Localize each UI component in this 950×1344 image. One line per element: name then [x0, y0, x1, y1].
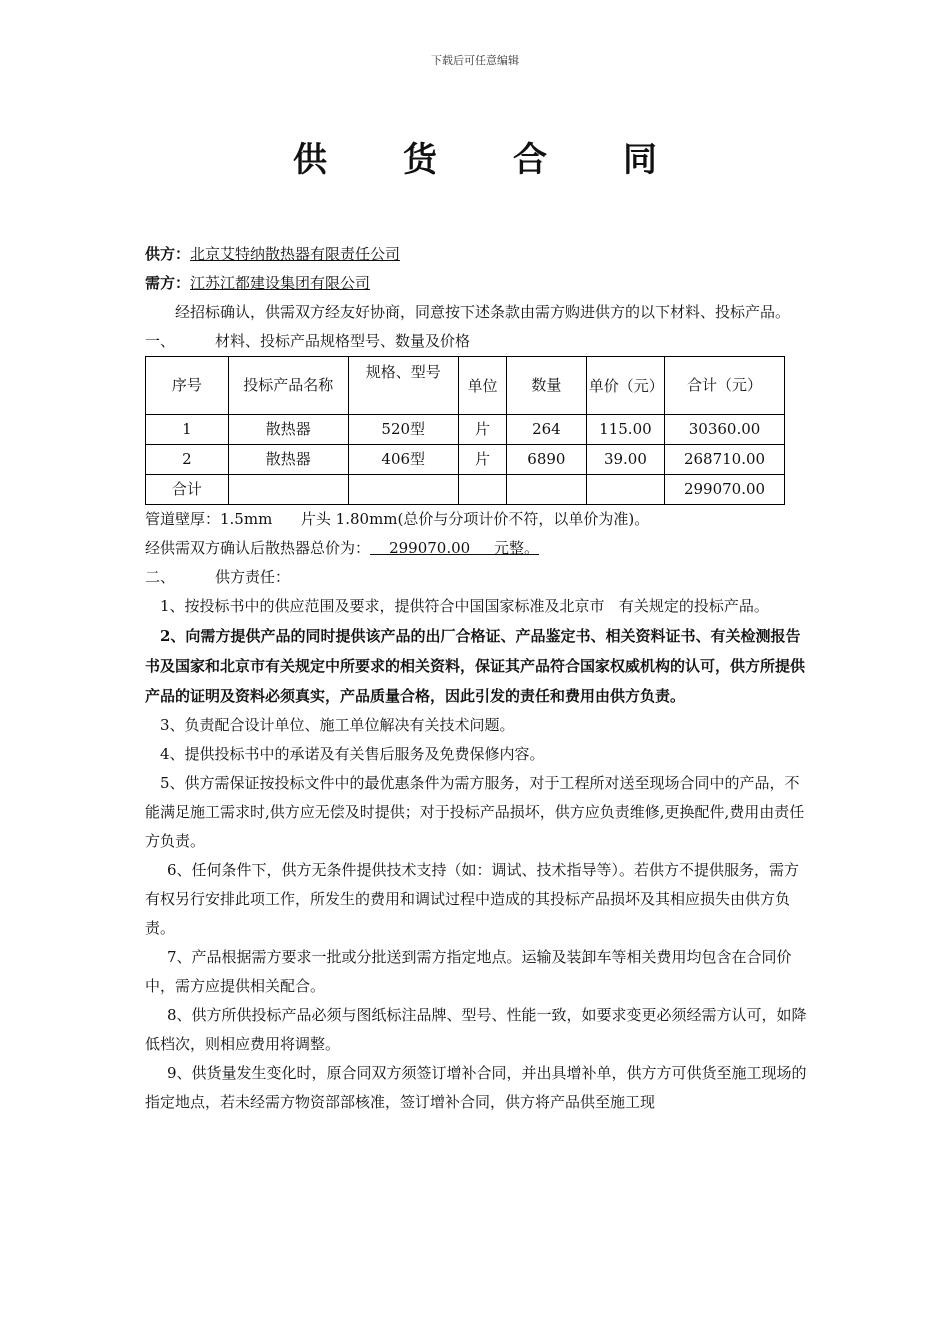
section2-heading	[145, 563, 810, 592]
supplier-name: 北京艾特纳散热器有限责任公司	[190, 245, 401, 263]
clause-item: 3、负责配合设计单位、施工单位解决有关技术问题。	[160, 716, 515, 734]
clause-item: 6、任何条件下，供方无条件提供技术支持（如：调试、技术指导等）。若供方不提供服务，需方有权另行安排此项工作，所发生的费用和调试过程中造成的其投标产品损坏及其相应损失由供方负责。	[145, 861, 800, 937]
supplier-label: 供方：	[145, 245, 191, 263]
title-char: 合	[513, 140, 547, 180]
clause-item-bold: 2、向需方提供产品的同时提供该产品的出厂合格证、产品鉴定书、相关资料证书、有关检测报告书及国家和北京市有关规定中所要求的相关资料，保证其产品符合国家权威机构的认可，供方所提供产品的证明及资料必须真实，产品质量合格，因此引发的责任和费用由供方负责。	[145, 627, 806, 705]
header-note: 下载后可任意编辑	[431, 54, 519, 67]
buyer-line	[145, 269, 810, 298]
empty-cell	[228, 475, 348, 505]
header-cell: 数量	[507, 357, 587, 415]
table-cell: 散热器	[228, 445, 348, 475]
empty-cell	[348, 475, 458, 505]
section1-number: 一、	[145, 332, 176, 350]
clause-item: 7、产品根据需方要求一批或分批送到需方指定地点。运输及装卸车等相关费用均包含在合同价中，需方应提供相关配合。	[145, 948, 792, 995]
buyer-label: 需方：	[145, 274, 191, 292]
table-cell: 散热器	[228, 415, 348, 445]
section1-heading	[145, 327, 810, 356]
table-cell: 30360.00	[665, 415, 785, 445]
title-char: 同	[623, 140, 657, 180]
table-cell: 片	[458, 445, 506, 475]
document-title	[0, 132, 950, 181]
table-cell: 268710.00	[665, 445, 785, 475]
section1-title: 材料、投标产品规格型号、数量及价格	[215, 332, 471, 350]
table-cell: 6890	[507, 445, 587, 475]
section2-title: 供方责任：	[215, 568, 291, 586]
title-char: 供	[293, 140, 327, 180]
table-cell: 520型	[348, 415, 458, 445]
buyer-name: 江苏江都建设集团有限公司	[190, 274, 371, 292]
total-price-prefix: 经供需双方确认后散热器总价为：	[145, 539, 371, 557]
pipe-note: 管道壁厚：1.5mm 片头 1.80mm(总价与分项计价不符，以单价为准)。	[145, 510, 650, 528]
header-cell: 单位	[458, 357, 506, 415]
intro-paragraph: 经招标确认，供需双方经友好协商，同意按下述条款由需方购进供方的以下材料、投标产品。	[175, 303, 791, 321]
table-cell: 1	[146, 415, 229, 445]
empty-cell	[458, 475, 506, 505]
clause-item: 9、供货量发生变化时，原合同双方须签订增补合同，并出具增补单，供方方可供货至施工现场的指定地点，若未经需方物资部部核准，签订增补合同，供方将产品供至施工现	[145, 1064, 807, 1111]
header-cell: 序号	[146, 357, 229, 415]
table-cell: 115.00	[586, 415, 664, 445]
empty-cell	[586, 475, 664, 505]
table-cell: 2	[146, 445, 229, 475]
header-cell: 单价（元）	[586, 357, 664, 415]
table-row	[146, 415, 785, 445]
empty-cell	[507, 475, 587, 505]
header-cell: 规格、型号	[348, 357, 458, 415]
total-price-amount: 299070.00 元整。	[370, 539, 540, 557]
header-cell: 合计（元）	[665, 357, 785, 415]
table-cell: 片	[458, 415, 506, 445]
table-header-row	[146, 357, 785, 415]
total-price-line	[145, 534, 810, 563]
table-cell: 406型	[348, 445, 458, 475]
product-table	[145, 356, 785, 505]
clause-item: 1、按投标书中的供应范围及要求，提供符合中国国家标准及北京市 有关规定的投标产品。	[160, 597, 769, 615]
clause-item: 8、供方所供投标产品必须与图纸标注品牌、型号、性能一致，如要求变更必须经需方认可，如降低档次，则相应费用将调整。	[145, 1006, 807, 1053]
clause-item: 5、供方需保证按投标文件中的最优惠条件为需方服务，对于工程所对送至现场合同中的产品，不能满足施工需求时,供方应无偿及时提供；对于投标产品损坏，供方应负责维修,更换配件,费用由责任方负责。	[145, 774, 805, 850]
total-value-cell: 299070.00	[665, 475, 785, 505]
table-total-row	[146, 475, 785, 505]
title-char: 货	[403, 140, 437, 180]
document-body	[145, 240, 810, 1117]
table-cell: 264	[507, 415, 587, 445]
supplier-line	[145, 240, 810, 269]
table-row	[146, 445, 785, 475]
header-cell: 投标产品名称	[228, 357, 348, 415]
section2-number: 二、	[145, 568, 176, 586]
table-cell: 39.00	[586, 445, 664, 475]
total-label-cell: 合计	[146, 475, 229, 505]
clause-item: 4、提供投标书中的承诺及有关售后服务及免费保修内容。	[160, 745, 545, 763]
